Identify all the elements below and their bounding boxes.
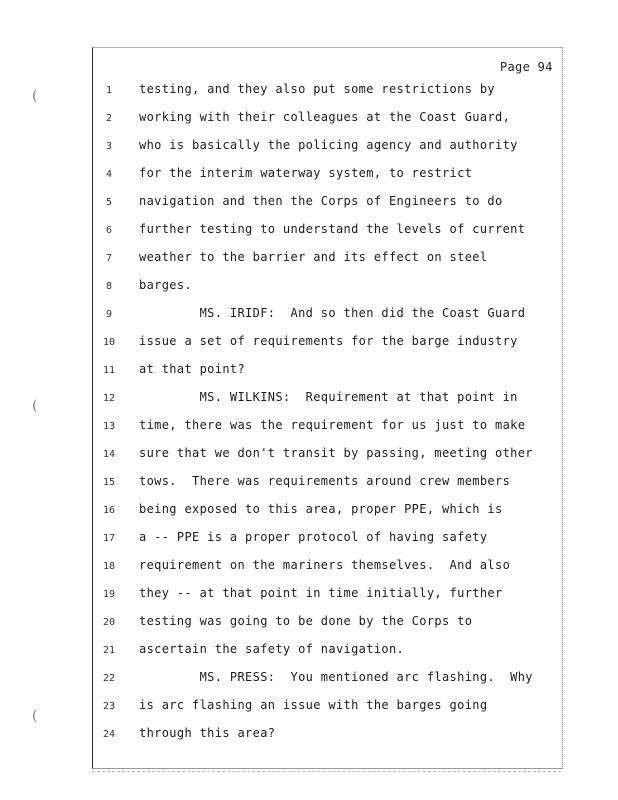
line-number: 4 — [105, 169, 113, 180]
line-number: 13 — [102, 421, 116, 432]
transcript-line — [0, 193, 618, 213]
line-number: 6 — [105, 225, 113, 236]
transcript-line — [0, 389, 618, 409]
transcript-line — [0, 277, 618, 297]
line-text: navigation and then the Corps of Engineers to do — [139, 194, 503, 208]
line-number: 14 — [102, 449, 116, 460]
line-text: sure that we don't transit by passing, meeting other — [139, 446, 533, 460]
line-text: ascertain the safety of navigation. — [139, 642, 405, 656]
margin-punch-mark-middle: ( — [32, 398, 38, 414]
line-number: 19 — [102, 589, 116, 600]
line-number: 18 — [102, 561, 116, 572]
line-number: 1 — [105, 85, 113, 96]
line-number: 16 — [102, 505, 116, 516]
line-text: testing was going to be done by the Corps to — [139, 614, 473, 628]
transcript-line — [0, 221, 618, 241]
line-text: for the interim waterway system, to restrict — [139, 166, 473, 180]
transcript-line — [0, 165, 618, 185]
transcript-line — [0, 81, 618, 101]
line-number: 17 — [102, 533, 116, 544]
transcript-line — [0, 585, 618, 605]
line-number: 2 — [105, 113, 113, 124]
line-text: MS. IRIDF: And so then did the Coast Guard — [139, 306, 526, 320]
line-text: MS. WILKINS: Requirement at that point in — [139, 390, 518, 404]
page-number: Page 94 — [500, 60, 553, 74]
line-text: weather to the barrier and its effect on steel — [139, 250, 488, 264]
transcript-line — [0, 725, 618, 745]
transcript-line — [0, 249, 618, 269]
line-text: who is basically the policing agency and authority — [139, 138, 518, 152]
line-number: 8 — [105, 281, 113, 292]
line-number: 12 — [102, 393, 116, 404]
transcript-line — [0, 305, 618, 325]
transcript-line — [0, 109, 618, 129]
line-text: MS. PRESS: You mentioned arc flashing. Why — [139, 670, 533, 684]
line-number: 15 — [102, 477, 116, 488]
line-number: 9 — [105, 309, 113, 320]
line-number: 21 — [102, 645, 116, 656]
line-text: barges. — [139, 278, 193, 292]
line-text: issue a set of requirements for the barge industry — [139, 334, 518, 348]
transcript-line — [0, 697, 618, 717]
line-number: 22 — [102, 673, 116, 684]
line-text: they -- at that point in time initially, further — [139, 586, 503, 600]
transcript-line — [0, 641, 618, 661]
line-number: 23 — [102, 701, 116, 712]
line-text: a -- PPE is a proper protocol of having safety — [139, 530, 488, 544]
transcript-line — [0, 445, 618, 465]
margin-punch-mark-top: ( — [32, 88, 38, 104]
transcript-line — [0, 501, 618, 521]
line-text: through this area? — [139, 726, 276, 740]
line-number: 7 — [105, 253, 113, 264]
line-number: 10 — [102, 337, 116, 348]
transcript-line — [0, 529, 618, 549]
transcript-line — [0, 669, 618, 689]
line-text: further testing to understand the levels of current — [139, 222, 526, 236]
transcript-line — [0, 361, 618, 381]
line-text: is arc flashing an issue with the barges going — [139, 698, 488, 712]
line-text: being exposed to this area, proper PPE, which is — [139, 502, 503, 516]
transcript-line — [0, 557, 618, 577]
line-number: 20 — [102, 617, 116, 628]
transcript-line — [0, 137, 618, 157]
transcript-line — [0, 333, 618, 353]
line-text: tows. There was requirements around crew members — [139, 474, 511, 488]
line-number: 11 — [102, 365, 116, 376]
transcript-line — [0, 417, 618, 437]
margin-punch-mark-bottom: ( — [32, 708, 38, 724]
line-number: 24 — [102, 729, 116, 740]
transcript-line — [0, 473, 618, 493]
line-text: requirement on the mariners themselves. And also — [139, 558, 511, 572]
transcript-line — [0, 613, 618, 633]
line-number: 5 — [105, 197, 113, 208]
line-text: time, there was the requirement for us just to make — [139, 418, 526, 432]
line-number: 3 — [105, 141, 113, 152]
line-text: working with their colleagues at the Coast Guard, — [139, 110, 511, 124]
line-text: testing, and they also put some restrictions by — [139, 82, 496, 96]
line-text: at that point? — [139, 362, 246, 376]
